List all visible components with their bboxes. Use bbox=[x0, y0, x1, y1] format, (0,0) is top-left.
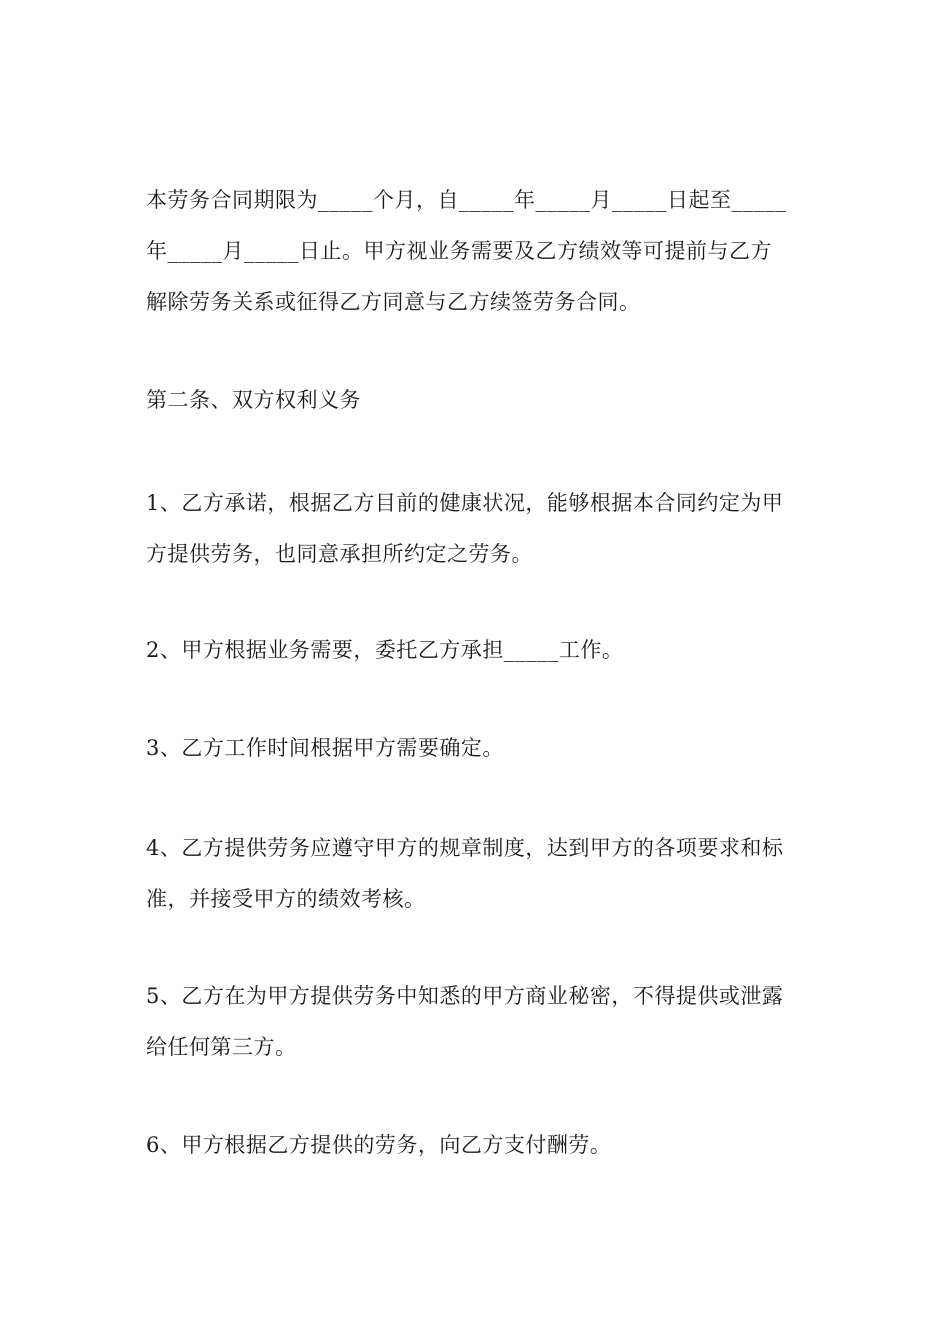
item-1-paragraph bbox=[146, 478, 810, 580]
item-4-line-2: 准，并接受甲方的绩效考核。 bbox=[146, 887, 426, 911]
item-3-line-1: 3、乙方工作时间根据甲方需要确定。 bbox=[146, 736, 504, 760]
item-5-paragraph bbox=[146, 971, 810, 1073]
term-paragraph bbox=[146, 175, 810, 328]
term-line-3: 解除劳务关系或征得乙方同意与乙方续签劳务合同。 bbox=[146, 290, 641, 314]
item-6-paragraph bbox=[146, 1120, 810, 1171]
item-1-line-1: 1、乙方承诺，根据乙方目前的健康状况，能够根据本合同约定为甲 bbox=[146, 491, 784, 515]
item-1-line-2: 方提供劳务，也同意承担所约定之劳务。 bbox=[146, 542, 533, 566]
item-5-line-2: 给任何第三方。 bbox=[146, 1035, 297, 1059]
item-3-paragraph bbox=[146, 723, 810, 774]
item-2-line-1: 2、甲方根据业务需要，委托乙方承担_____工作。 bbox=[146, 638, 624, 662]
term-line-2: 年_____月_____日止。甲方视业务需要及乙方绩效等可提前与乙方 bbox=[146, 239, 772, 263]
article-2-heading bbox=[146, 375, 810, 426]
item-2-paragraph bbox=[146, 625, 810, 676]
item-6-line-1: 6、甲方根据乙方提供的劳务，向乙方支付酬劳。 bbox=[146, 1133, 612, 1157]
term-line-1: 本劳务合同期限为_____个月，自_____年_____月_____日起至_____ bbox=[146, 188, 787, 212]
item-4-paragraph bbox=[146, 823, 810, 925]
article-2-heading-text: 第二条、双方权利义务 bbox=[146, 388, 361, 412]
item-4-line-1: 4、乙方提供劳务应遵守甲方的规章制度，达到甲方的各项要求和标 bbox=[146, 836, 784, 860]
item-5-line-1: 5、乙方在为甲方提供劳务中知悉的甲方商业秘密，不得提供或泄露 bbox=[146, 984, 784, 1008]
